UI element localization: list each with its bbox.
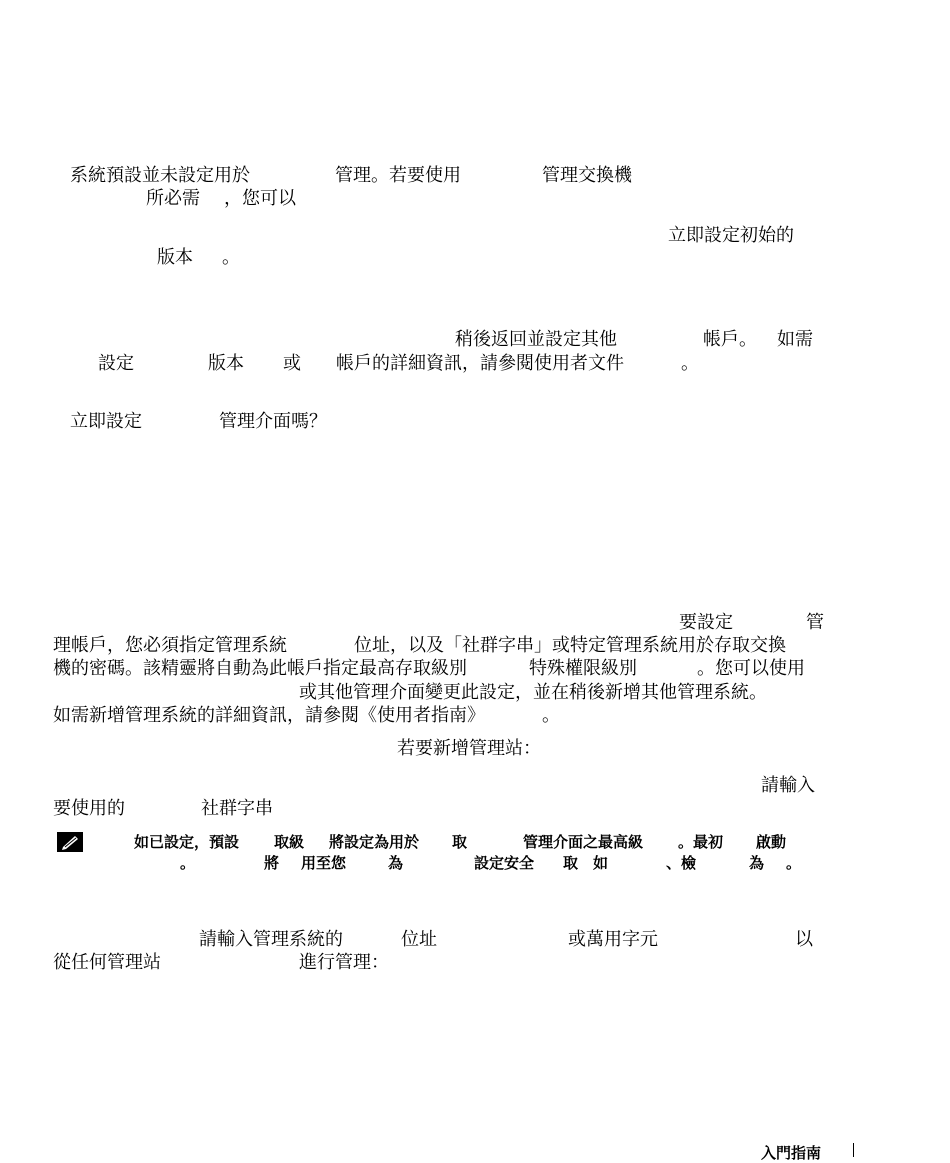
ip-text: 以 [795, 929, 813, 950]
note-text: 。 [180, 854, 196, 872]
add-station-text: 若要新增管理站： [397, 738, 541, 759]
p4-text: 。 [542, 705, 560, 726]
community-text: 要使用的 [53, 798, 125, 819]
p2-text: 版本 [157, 247, 193, 268]
question-text: 立即設定 [70, 411, 142, 432]
p1-text: 管理交換機 [542, 165, 632, 186]
p1-text: 所必需 [146, 188, 200, 209]
p3-text: 帳戶。 [703, 329, 757, 350]
p4-text: 理帳戶，您必須指定管理系統 [53, 635, 287, 656]
note-text: 、檢 [666, 854, 697, 872]
note-text: 取 [452, 833, 468, 851]
question-text: 管理介面嗎？ [219, 411, 327, 432]
p3-text: 如需 [777, 329, 813, 350]
note-text: 為 [388, 854, 404, 872]
ip-text: 進行管理： [299, 952, 389, 973]
note-text: 將設定為用於 [329, 833, 420, 851]
p3-text: 設定 [98, 353, 134, 374]
p4-text: 機的密碼。該精靈將自動為此帳戶指定最高存取級別 [53, 658, 467, 679]
ip-text: 從任何管理站 [53, 952, 161, 973]
p3-text: 版本 [208, 353, 244, 374]
note-pencil-icon [57, 832, 83, 852]
footer-divider [853, 1143, 854, 1157]
ip-text: 或萬用字元 [568, 929, 658, 950]
community-text: 社群字串 [201, 798, 273, 819]
p4-text: 位址，以及「社群字串」或特定管理系統用於存取交換 [354, 635, 786, 656]
p4-text: 要設定 [679, 612, 733, 633]
note-text: 為 [749, 854, 765, 872]
p4-text: 管 [806, 612, 824, 633]
p1-text: ，您可以 [224, 188, 296, 209]
p1-text: 管理。若要使用 [335, 165, 461, 186]
note-text: 如已設定，預設 [134, 833, 240, 851]
p3-text: 稍後返回並設定其他 [455, 329, 617, 350]
note-text: 啟動 [756, 833, 787, 851]
p1-text: 系統預設並未設定用於 [70, 165, 250, 186]
p3-text: 或 [283, 353, 301, 374]
p3-text: 。 [681, 353, 699, 374]
p4-text: 或其他管理介面變更此設定，並在稍後新增其他管理系統。 [299, 682, 767, 703]
footer-title: 入門指南 [761, 1144, 822, 1162]
p2-text: 立即設定初始的 [668, 225, 794, 246]
note-text: 將 [264, 854, 280, 872]
p4-text: 如需新增管理系統的詳細資訊，請參閱《使用者指南》 [53, 705, 485, 726]
note-text: 如 [593, 854, 609, 872]
p3-text: 帳戶的詳細資訊，請參閱使用者文件 [336, 353, 624, 374]
note-text: 管理介面之最高級 [523, 833, 644, 851]
ip-text: 位址 [401, 929, 437, 950]
p2-text: 。 [222, 247, 240, 268]
note-text: 設定安全 [474, 854, 535, 872]
note-text: 。最初 [678, 833, 724, 851]
p4-text: 特殊權限級別 [529, 658, 637, 679]
note-text: 取級 [274, 833, 305, 851]
p4-text: 。您可以使用 [697, 658, 805, 679]
note-text: 。 [786, 854, 802, 872]
ip-text: 請輸入管理系統的 [199, 929, 343, 950]
note-text: 取 [563, 854, 579, 872]
note-text: 用至您 [301, 854, 347, 872]
community-text: 請輸入 [761, 775, 815, 796]
